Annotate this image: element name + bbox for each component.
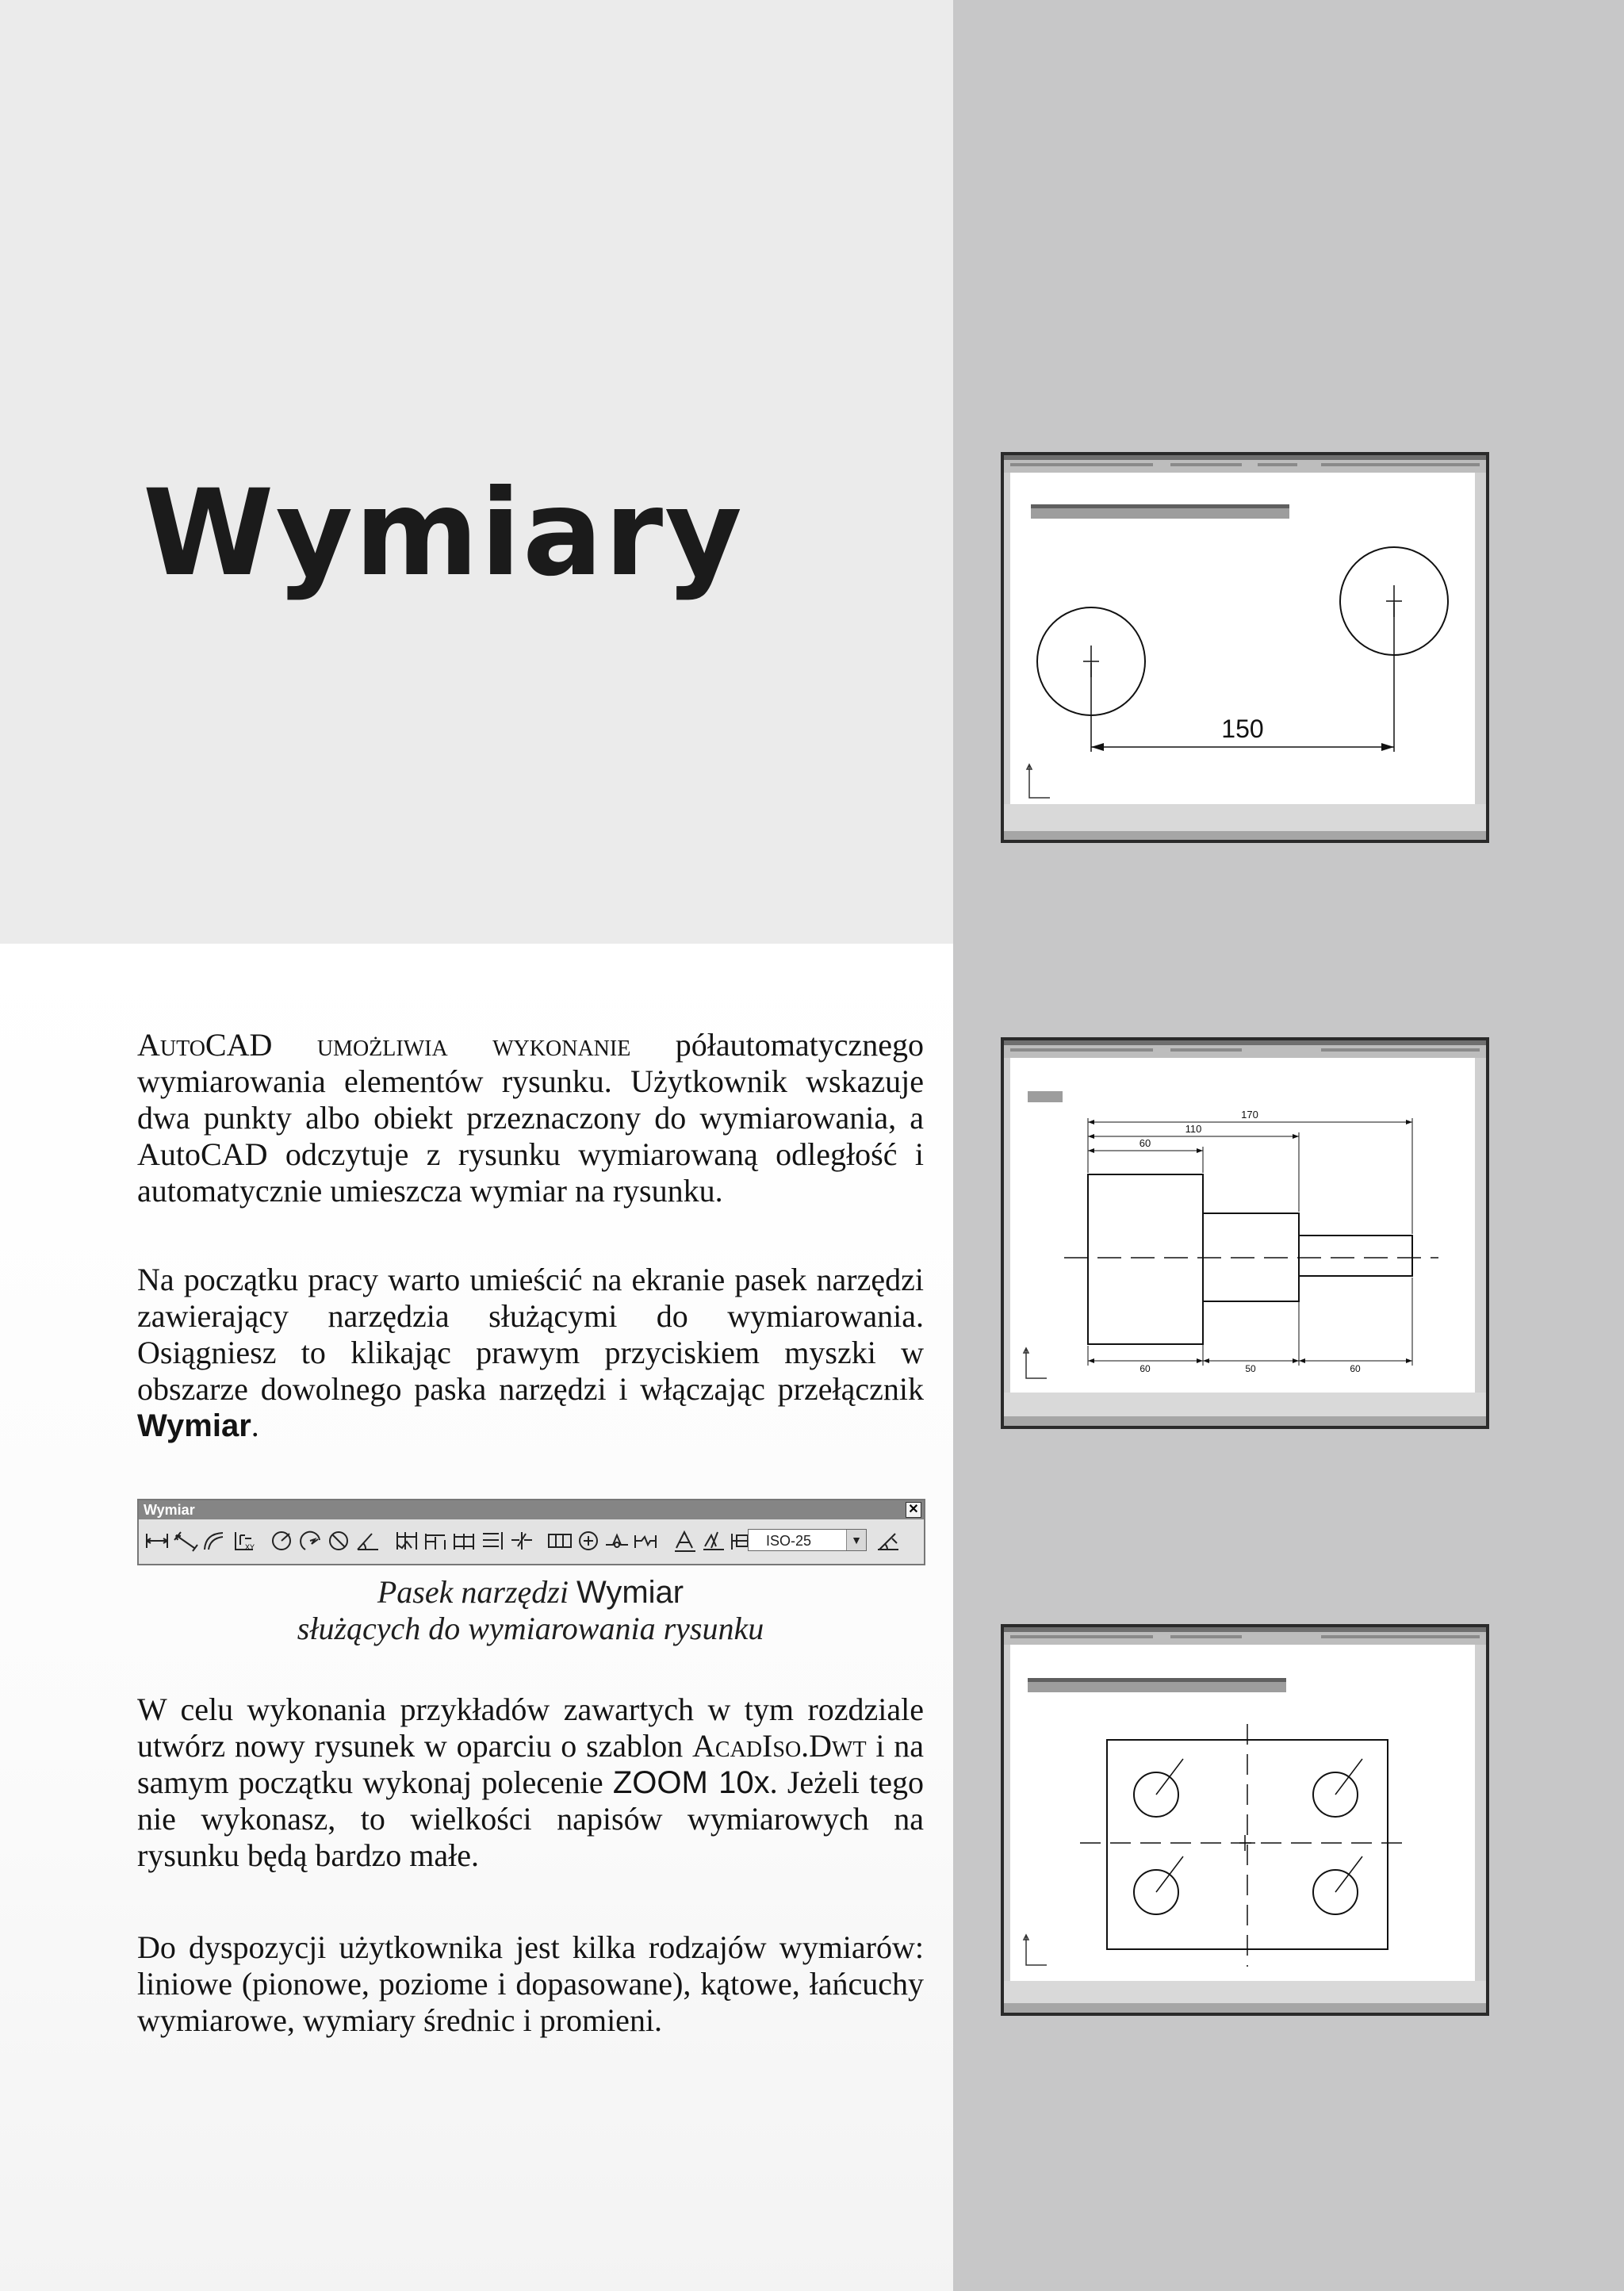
paragraph-end: . xyxy=(251,1408,259,1443)
toolbar-caption xyxy=(137,1574,924,1647)
dimension-break-icon[interactable] xyxy=(508,1529,535,1553)
dimension-label-bottom-2: 50 xyxy=(1245,1363,1256,1374)
lead-small-caps: AutoCAD umożliwia wykonanie xyxy=(137,1027,631,1063)
keyword-wymiar: Wymiar xyxy=(137,1408,251,1443)
diameter-dimension-icon[interactable] xyxy=(326,1529,353,1553)
dimension-text-edit-icon[interactable] xyxy=(700,1529,727,1553)
screenshot-drawing xyxy=(1004,455,1486,840)
caption-prefix: Pasek narzędzi xyxy=(377,1574,569,1610)
toolbar-title-bar[interactable] xyxy=(139,1500,924,1519)
caption-keyword: Wymiar xyxy=(576,1575,684,1610)
paragraph-toolbar-text: Na początku pracy warto umieścić na ekranie pasek narzędzi zawierający narzędzia służącymi do wymiarowania. Osiągniesz to klikając prawym przyciskiem myszki w obszarze dowolnego paska narzędzi i włączając przełącznik xyxy=(137,1262,924,1407)
dimension-toolbar xyxy=(137,1499,925,1565)
dimension-style-select[interactable] xyxy=(748,1529,867,1551)
svg-text:XY: XY xyxy=(245,1543,255,1551)
paragraph-template-text-b: i na samym początku wykonaj polecenie xyxy=(137,1728,925,1800)
template-filename: AcadIso.Dwt xyxy=(692,1728,867,1764)
paragraph-intro xyxy=(137,1027,924,1209)
jogged-dimension-icon[interactable] xyxy=(297,1529,324,1553)
autocad-screenshot-plate xyxy=(1001,1624,1489,2016)
dimension-space-icon[interactable] xyxy=(480,1529,507,1553)
continue-dimension-icon[interactable] xyxy=(451,1529,478,1553)
center-mark-icon[interactable] xyxy=(575,1529,602,1553)
zoom-command: ZOOM 10x xyxy=(612,1765,770,1800)
dimension-label-bottom-1: 60 xyxy=(1139,1363,1151,1374)
dimension-edit-icon[interactable] xyxy=(672,1529,699,1553)
toolbar-title: Wymiar xyxy=(144,1502,195,1518)
screenshot-drawing xyxy=(1004,1627,1486,2013)
screenshot-drawing xyxy=(1004,1040,1486,1426)
dimension-label-150: 150 xyxy=(1221,715,1264,743)
radius-dimension-icon[interactable] xyxy=(269,1529,296,1553)
paragraph-dimension-types-text: Do dyspozycji użytkownika jest kilka rodzajów wymiarów: liniowe (pionowe, poziome i dopasowane), kątowe, łańcuchy wymiarowe, wymiary średnic i promieni. xyxy=(137,1929,924,2038)
paragraph-template-text-c: . Jeżeli tego nie wykonasz, to wielkości napisów wymiarowych na rysunku będą bardzo małe. xyxy=(137,1764,925,1873)
dimension-style-value: ISO-25 xyxy=(766,1533,812,1549)
tolerance-icon[interactable] xyxy=(546,1529,573,1553)
ordinate-dimension-icon[interactable] xyxy=(229,1529,256,1553)
paragraph-dimension-types xyxy=(137,1929,924,2039)
jogged-linear-icon[interactable] xyxy=(632,1529,659,1553)
toolbar-buttons xyxy=(142,1524,919,1559)
angular-dimension-icon[interactable] xyxy=(354,1529,381,1553)
arc-length-icon[interactable] xyxy=(201,1529,228,1553)
close-icon[interactable]: ✕ xyxy=(906,1502,921,1518)
dimension-label-bottom-3: 60 xyxy=(1350,1363,1361,1374)
page-title: Wymiary xyxy=(143,465,744,603)
paragraph-toolbar-instruction xyxy=(137,1262,924,1444)
autocad-screenshot-circles xyxy=(1001,452,1489,843)
aligned-dimension-icon[interactable] xyxy=(172,1529,199,1553)
paragraph-template-text-a: W celu wykonania przykładów zawartych w tym rozdziale utwórz nowy rysunek w oparciu o szablon xyxy=(137,1691,924,1764)
chevron-down-icon[interactable]: ▼ xyxy=(846,1530,866,1550)
baseline-dimension-icon[interactable] xyxy=(423,1529,450,1553)
dimension-style-icon[interactable] xyxy=(875,1529,902,1553)
paragraph-intro-text: półautomatycznego wymiarowania elementów rysunku. Użytkownik wskazuje dwa punkty albo obiekt przeznaczony do wymiarowania, a AutoCAD odczytuje z rysunku wymiarowaną odległość i automatycznie umieszcza wymiar na rysunku. xyxy=(137,1027,924,1209)
dimension-label-inner: 60 xyxy=(1139,1137,1151,1149)
dimension-label-outer: 170 xyxy=(1241,1109,1258,1121)
autocad-screenshot-shaft xyxy=(1001,1037,1489,1429)
dimension-label-mid: 110 xyxy=(1185,1123,1202,1135)
inspection-icon[interactable] xyxy=(603,1529,630,1553)
paragraph-template-setup xyxy=(137,1691,924,1874)
caption-line2: służących do wymiarowania rysunku xyxy=(297,1611,764,1646)
quick-dimension-icon[interactable] xyxy=(394,1529,421,1553)
linear-dimension-icon[interactable] xyxy=(144,1529,170,1553)
